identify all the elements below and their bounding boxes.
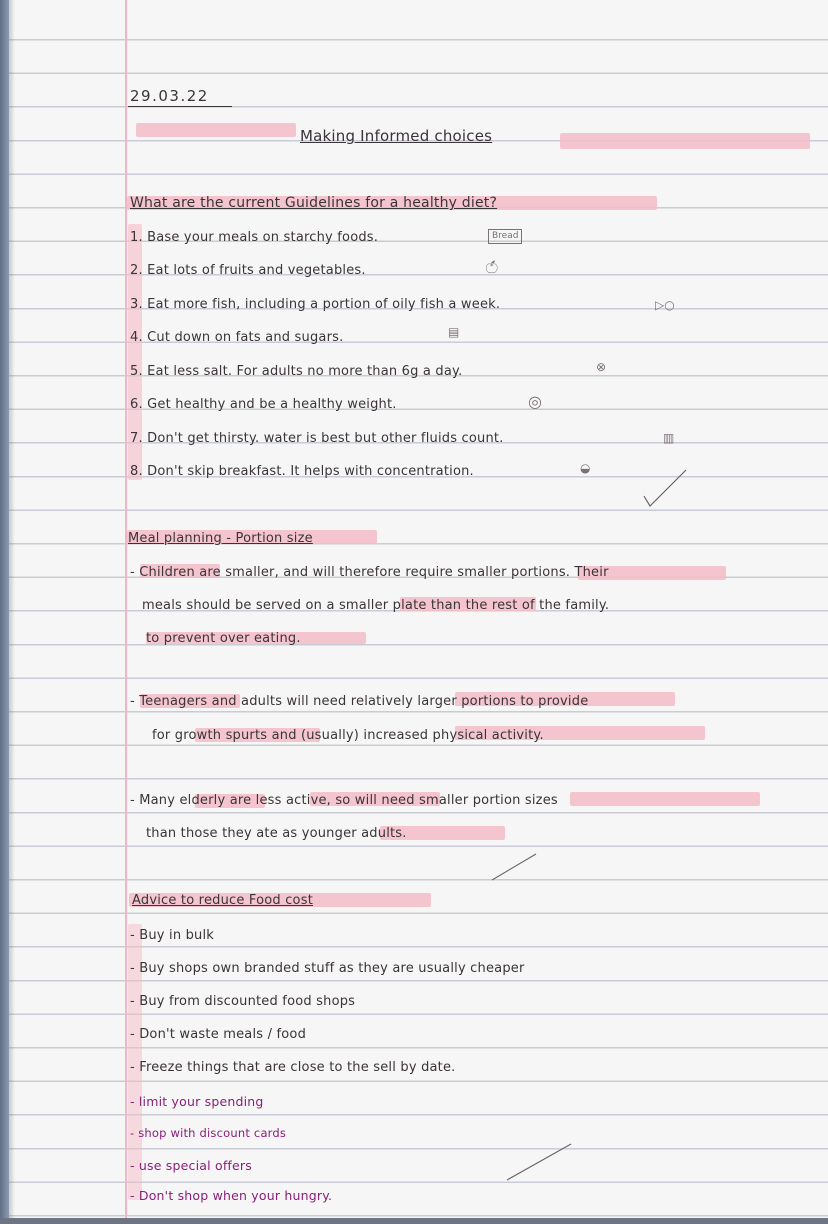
guideline-item: 4. Cut down on fats and sugars. (130, 330, 344, 345)
guideline-item: 5. Eat less salt. For adults no more than 6g a day. (130, 364, 463, 379)
title-highlight-left (136, 123, 296, 137)
guidelines-heading: What are the current Guidelines for a healthy diet? (130, 195, 498, 211)
breakfast-bowl-icon: ◒ (580, 461, 591, 475)
notebook-spine (0, 0, 9, 1224)
checkmark-tick-3 (505, 1140, 575, 1184)
advice-item: - shop with discount cards (130, 1126, 287, 1140)
guideline-item: 8. Don't skip breakfast. It helps with concentration. (130, 464, 474, 479)
portion-size-heading: Meal planning - Portion size (128, 531, 313, 546)
portion-line: than those they ate as younger adults. (146, 826, 407, 841)
advice-item: - Buy from discounted food shops (130, 994, 356, 1009)
guideline-item: 6. Get healthy and be a healthy weight. (130, 397, 397, 412)
bread-icon: Bread (488, 229, 522, 244)
scale-icon: ◎ (528, 392, 542, 411)
fish-icon: ▷○ (655, 298, 675, 312)
salt-shaker-icon: ⊗ (596, 360, 607, 374)
fruit-icon: 🍏︎ (484, 260, 500, 274)
page-bottom-edge (0, 1218, 828, 1224)
portion-line: to prevent over eating. (146, 631, 301, 646)
advice-item: - Buy shops own branded stuff as they are usually cheaper (130, 961, 525, 976)
sugar-box-icon: ▤ (448, 325, 460, 339)
guideline-item: 3. Eat more fish, including a portion of oily fish a week. (130, 297, 501, 312)
guideline-item: 2. Eat lots of fruits and vegetables. (130, 263, 366, 278)
page-title: Making Informed choices (300, 127, 493, 145)
page-date: 29.03.22 (130, 87, 209, 105)
portion-line: - Children are smaller, and will therefore require smaller portions. Their (130, 565, 609, 580)
water-glass-icon: ▥ (663, 431, 675, 445)
food-cost-heading: Advice to reduce Food cost (132, 893, 313, 908)
advice-item: - Don't shop when your hungry. (130, 1188, 333, 1203)
checkmark-tick-2 (490, 850, 540, 884)
title-highlight-right (560, 133, 810, 149)
advice-item: - Don't waste meals / food (130, 1027, 307, 1042)
portion-line: - Many elderly are less active, so will need smaller portion sizes (130, 793, 558, 808)
guideline-item: 1. Base your meals on starchy foods. (130, 230, 379, 245)
advice-item: - Buy in bulk (130, 928, 215, 943)
margin-line (125, 0, 127, 1224)
checkmark-tick-1 (640, 466, 690, 510)
portion-line: for growth spurts and (usually) increased physical activity. (152, 728, 544, 743)
portion-line: - Teenagers and adults will need relatively larger portions to provide (130, 694, 589, 709)
advice-item: - limit your spending (130, 1094, 264, 1109)
spine-shadow (9, 0, 15, 1224)
portion-line: meals should be served on a smaller plate than the rest of the family. (142, 598, 610, 613)
highlight-smaller-sizes (570, 792, 760, 806)
advice-item: - Freeze things that are close to the sell by date. (130, 1060, 456, 1075)
advice-item: - use special offers (130, 1158, 252, 1173)
guideline-item: 7. Don't get thirsty. water is best but other fluids count. (130, 431, 504, 446)
date-underline (128, 106, 232, 107)
